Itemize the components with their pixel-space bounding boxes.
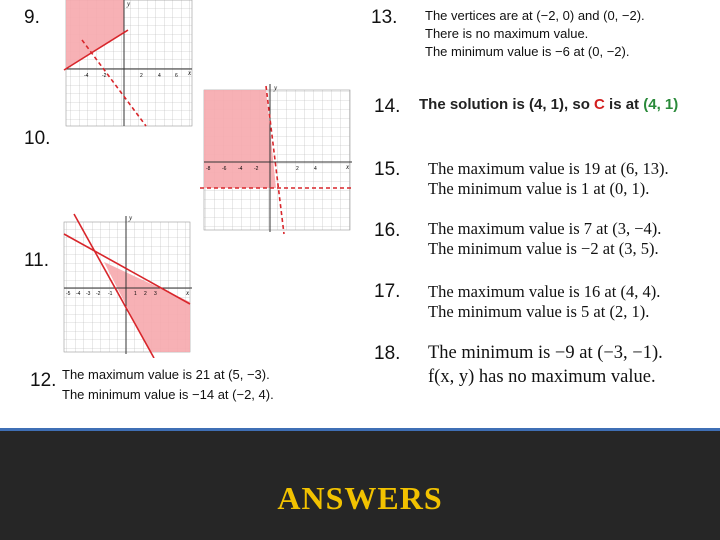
answer-17-line-2: The minimum value is 5 at (2, 1).	[428, 302, 650, 321]
answer-14-point: (4, 1)	[643, 96, 679, 113]
footer-bar	[0, 428, 720, 540]
footer-title: ANSWERS	[277, 480, 443, 516]
answer-14-prefix: The solution is (4, 1), so	[419, 96, 595, 113]
answer-13-line-1: The vertices are at (−2, 0) and (0, −2).	[425, 8, 645, 23]
problem-number-9: 9.	[24, 7, 40, 28]
answer-13-line-3: The minimum value is −6 at (0, −2).	[425, 44, 630, 59]
problem-number-13: 13.	[371, 7, 398, 28]
axis-label-y: y	[129, 214, 133, 222]
axis-label-y: y	[274, 84, 278, 92]
axis-label-y: y	[127, 0, 131, 8]
problem-number-10: 10.	[24, 128, 51, 149]
answer-13-line-2: There is no maximum value.	[425, 26, 589, 41]
tick-label: 4	[314, 166, 317, 172]
problem-number-11: 11.	[24, 250, 50, 271]
problem-number-15: 15.	[374, 159, 401, 180]
tick-label: 2	[144, 291, 147, 297]
graph-problem-11	[58, 212, 198, 358]
answer-12-line-1: The maximum value is 21 at (5, −3).	[62, 367, 270, 382]
tick-label: 3	[154, 291, 157, 297]
graph-problem-9	[62, 0, 198, 132]
tick-label: -2	[96, 291, 101, 297]
axis-label-x: x	[186, 289, 190, 297]
answer-14-variable: C	[594, 96, 605, 113]
answer-14-mid: is at	[604, 96, 644, 113]
axis-label-x: x	[188, 69, 192, 77]
tick-label: -4	[76, 291, 81, 297]
tick-label: 4	[158, 73, 161, 79]
answer-18-line-1: The minimum is −9 at (−3, −1).	[428, 343, 663, 363]
footer-accent-line	[0, 428, 720, 431]
graph-problem-10	[196, 82, 356, 236]
answer-18-line-2: f(x, y) has no maximum value.	[428, 367, 656, 387]
problem-number-16: 16.	[374, 220, 401, 241]
tick-label: -2	[102, 73, 107, 79]
tick-label: -5	[66, 291, 71, 297]
tick-label: 1	[134, 291, 137, 297]
problem-number-14: 14.	[374, 96, 401, 117]
answer-14	[419, 96, 678, 113]
shaded-region	[204, 90, 276, 188]
tick-label: -3	[86, 291, 91, 297]
tick-label: -4	[84, 73, 89, 79]
tick-label: -6	[222, 166, 227, 172]
axis-label-x: x	[346, 163, 350, 171]
problem-number-12: 12.	[30, 370, 57, 391]
answer-16-line-2: The minimum value is −2 at (3, 5).	[428, 239, 659, 258]
tick-label: -8	[206, 166, 211, 172]
answer-15-line-1: The maximum value is 19 at (6, 13).	[428, 159, 669, 178]
tick-label: 2	[296, 166, 299, 172]
problem-number-18: 18.	[374, 343, 401, 364]
tick-label: 2	[140, 73, 143, 79]
answer-17-line-1: The maximum value is 16 at (4, 4).	[428, 282, 661, 301]
tick-label: 6	[175, 73, 178, 79]
tick-label: -2	[254, 166, 259, 172]
tick-label: -1	[108, 291, 113, 297]
answer-15-line-2: The minimum value is 1 at (0, 1).	[428, 179, 650, 198]
problem-number-17: 17.	[374, 281, 401, 302]
tick-label: -4	[238, 166, 243, 172]
answer-12-line-2: The minimum value is −14 at (−2, 4).	[62, 387, 274, 402]
answer-16-line-1: The maximum value is 7 at (3, −4).	[428, 219, 662, 238]
